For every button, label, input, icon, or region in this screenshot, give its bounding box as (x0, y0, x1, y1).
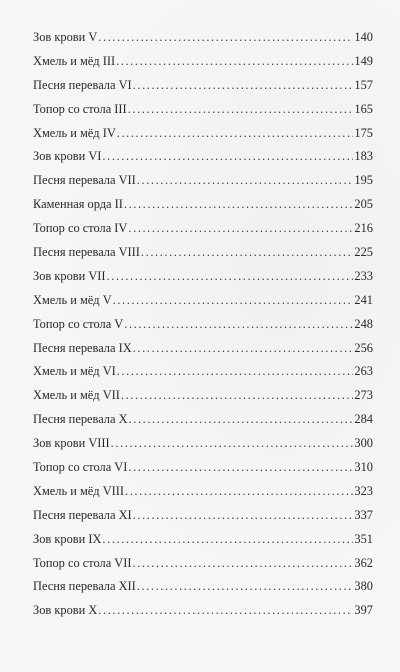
toc-entry (33, 30, 373, 54)
toc-entry-title: Топор со стола V (33, 316, 124, 331)
toc-entry-page: 241 (354, 292, 373, 307)
toc-entry-page: 351 (354, 531, 373, 546)
dot-leader (133, 78, 354, 93)
toc-entry-page: 216 (354, 221, 373, 236)
toc-entry (33, 102, 373, 126)
toc-entry (33, 173, 373, 197)
toc-entry-title: Зов крови VI (33, 149, 102, 164)
toc-entry-title: Хмель и мёд IV (33, 125, 116, 140)
toc-entry-title: Хмель и мёд VI (33, 364, 116, 379)
toc-entry-title: Песня перевала XI (33, 507, 132, 522)
toc-entry (33, 221, 373, 245)
dot-leader (117, 364, 354, 379)
toc-entry-title: Топор со стола VII (33, 555, 132, 570)
toc-entry-title: Хмель и мёд III (33, 53, 116, 68)
dot-leader (117, 126, 354, 141)
dot-leader (137, 173, 354, 188)
toc-entry-title: Песня перевала IX (33, 340, 132, 355)
toc-entry-title: Зов крови VIII (33, 436, 110, 451)
toc-entry-title: Хмель и мёд VII (33, 388, 120, 403)
toc-entry-page: 256 (354, 340, 373, 355)
toc-entry-page: 284 (354, 412, 373, 427)
toc-entry (33, 412, 373, 436)
dot-leader (98, 603, 353, 618)
dot-leader (137, 579, 354, 594)
toc-entry (33, 126, 373, 150)
dot-leader (128, 221, 353, 236)
toc-entry-title: Топор со стола III (33, 101, 127, 116)
toc-entry (33, 388, 373, 412)
toc-entry-page: 149 (354, 53, 373, 68)
dot-leader (111, 436, 354, 451)
toc-entry-title: Хмель и мёд V (33, 292, 112, 307)
toc-entry (33, 364, 373, 388)
toc-entry-page: 140 (354, 30, 373, 44)
toc-entry-page: 337 (354, 507, 373, 522)
toc-entry-page: 175 (354, 125, 373, 140)
toc-entry (33, 245, 373, 269)
toc-entry (33, 197, 373, 221)
toc-entry (33, 460, 373, 484)
toc-entry-title: Зов крови X (33, 603, 98, 618)
toc-entry-title: Топор со стола IV (33, 221, 128, 236)
toc-entry (33, 532, 373, 556)
toc-entry (33, 556, 373, 580)
toc-entry-page: 157 (354, 77, 373, 92)
toc-entry-page: 183 (354, 149, 373, 164)
toc-entry (33, 317, 373, 341)
dot-leader (102, 532, 353, 547)
dot-leader (128, 102, 354, 117)
toc-entry-page: 165 (354, 101, 373, 116)
dot-leader (133, 341, 354, 356)
toc-entry-title: Хмель и мёд VIII (33, 483, 125, 498)
dot-leader (125, 484, 353, 499)
toc-entry-page: 310 (354, 460, 373, 475)
toc-entry-page: 248 (354, 316, 373, 331)
toc-entry-title: Песня перевала X (33, 412, 128, 427)
dot-leader (121, 388, 354, 403)
dot-leader (128, 460, 353, 475)
dot-leader (124, 197, 354, 212)
toc-entry-title: Песня перевала XII (33, 579, 136, 594)
dot-leader (129, 412, 354, 427)
dot-leader (98, 30, 353, 45)
toc-entry (33, 341, 373, 365)
toc-entry (33, 484, 373, 508)
toc-entry (33, 54, 373, 78)
toc-entry-page: 195 (354, 173, 373, 188)
dot-leader (113, 293, 354, 308)
toc-entry-page: 233 (354, 268, 373, 283)
toc-entry (33, 269, 373, 293)
toc-entry-page: 273 (354, 388, 373, 403)
toc-entry (33, 78, 373, 102)
toc-entry (33, 508, 373, 532)
dot-leader (116, 54, 353, 69)
toc-entry-title: Зов крови V (33, 30, 98, 44)
toc-entry-title: Песня перевала VIII (33, 245, 140, 260)
dot-leader (102, 149, 353, 164)
toc-entry-page: 397 (354, 603, 373, 618)
toc-entry-title: Песня перевала VII (33, 173, 136, 188)
dot-leader (133, 508, 354, 523)
toc-entry-page: 362 (354, 555, 373, 570)
dot-leader (141, 245, 353, 260)
toc-entry-title: Каменная орда II (33, 197, 123, 212)
toc-entry-page: 205 (354, 197, 373, 212)
toc-entry (33, 579, 373, 603)
toc-entry-page: 263 (354, 364, 373, 379)
toc-entry-page: 380 (354, 579, 373, 594)
dot-leader (107, 269, 354, 284)
table-of-contents (33, 30, 373, 627)
toc-entry (33, 436, 373, 460)
toc-entry-title: Зов крови IX (33, 531, 102, 546)
toc-entry-page: 300 (354, 436, 373, 451)
toc-entry (33, 149, 373, 173)
toc-entry-title: Зов крови VII (33, 268, 106, 283)
toc-entry (33, 293, 373, 317)
toc-entry-title: Песня перевала VI (33, 77, 132, 92)
toc-entry (33, 603, 373, 627)
dot-leader (133, 556, 354, 571)
toc-entry-page: 323 (354, 483, 373, 498)
dot-leader (124, 317, 353, 332)
toc-entry-title: Топор со стола VI (33, 460, 128, 475)
toc-entry-page: 225 (354, 245, 373, 260)
